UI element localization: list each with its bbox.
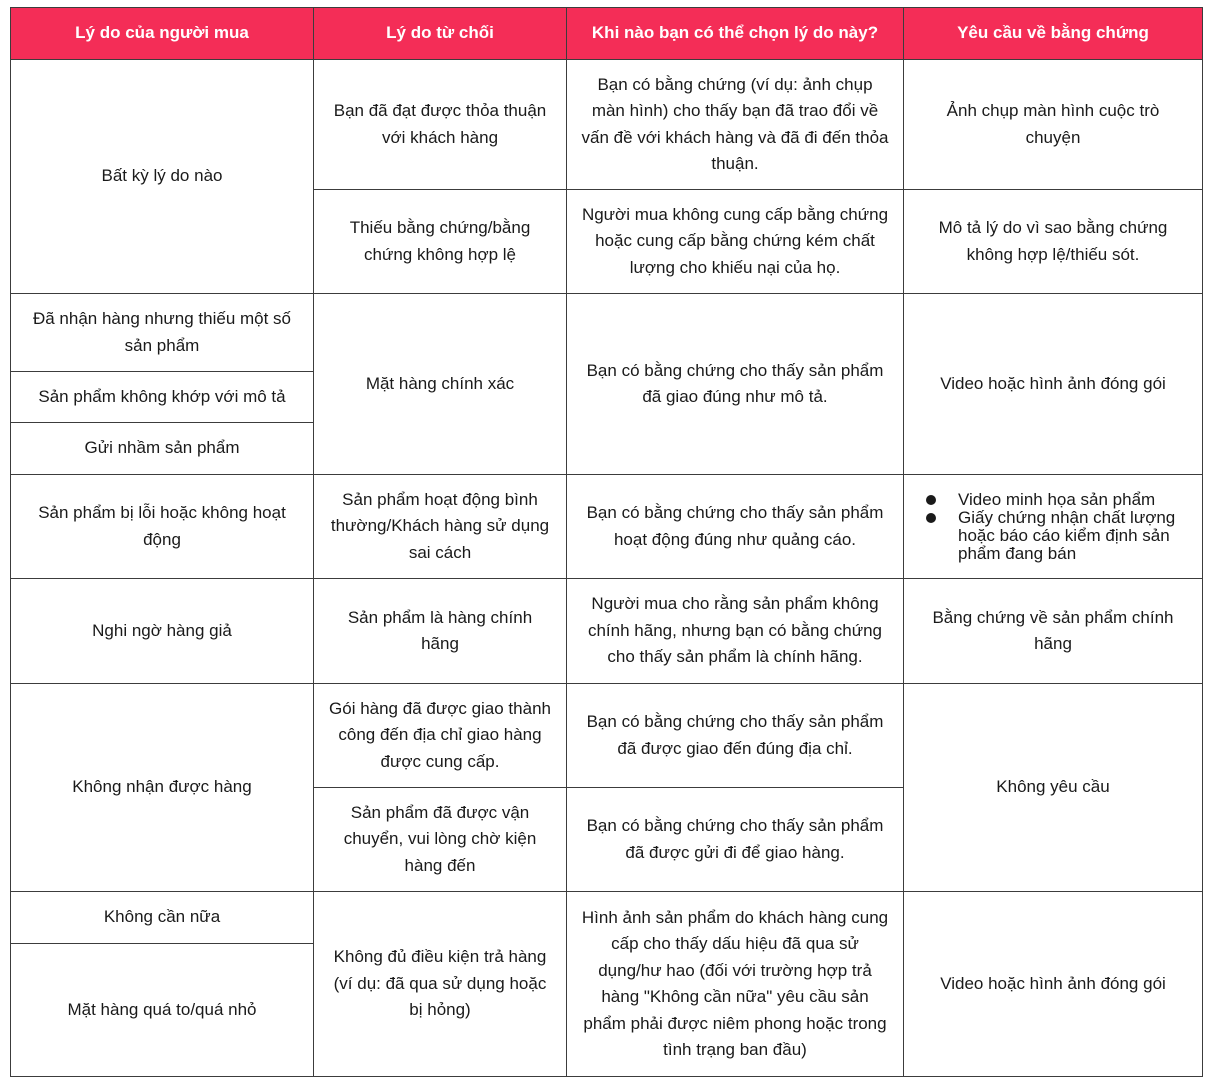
- when-cell: Bạn có bằng chứng (ví dụ: ảnh chụp màn hình) cho thấy bạn đã trao đổi về vấn đề với khách hàng và đã đi đến thỏa thuận.: [567, 60, 904, 190]
- table-row: [11, 892, 1203, 944]
- header-when: Khi nào bạn có thể chọn lý do này?: [567, 8, 904, 60]
- when-cell: Hình ảnh sản phẩm do khách hàng cung cấp cho thấy dấu hiệu đã qua sử dụng/hư hao (đối với trường hợp trả hàng "Không cần nữa" yêu cầu sản phẩm phải được niêm phong hoặc trong tình trạng ban đầu): [567, 892, 904, 1077]
- evidence-cell: Mô tả lý do vì sao bằng chứng không hợp lệ/thiếu sót.: [904, 190, 1203, 294]
- evidence-cell: Không yêu cầu: [904, 684, 1203, 892]
- when-cell: Bạn có bằng chứng cho thấy sản phẩm đã giao đúng như mô tả.: [567, 294, 904, 475]
- evidence-bullet-list: [918, 491, 1192, 563]
- reject-reason-cell: Sản phẩm đã được vận chuyển, vui lòng chờ kiện hàng đến: [314, 788, 567, 892]
- when-cell: Người mua không cung cấp bằng chứng hoặc cung cấp bằng chứng kém chất lượng cho khiếu nại của họ.: [567, 190, 904, 294]
- reject-reason-cell: Sản phẩm là hàng chính hãng: [314, 579, 567, 684]
- header-evidence: Yêu cầu về bằng chứng: [904, 8, 1203, 60]
- buyer-reason-cell: Nghi ngờ hàng giả: [11, 579, 314, 684]
- table-row: [11, 60, 1203, 190]
- reject-reason-cell: Sản phẩm hoạt động bình thường/Khách hàng sử dụng sai cách: [314, 475, 567, 579]
- reject-reason-cell: Mặt hàng chính xác: [314, 294, 567, 475]
- when-cell: Bạn có bằng chứng cho thấy sản phẩm đã được giao đến đúng địa chỉ.: [567, 684, 904, 788]
- evidence-cell: Video hoặc hình ảnh đóng gói: [904, 892, 1203, 1077]
- evidence-bullet-item: Video minh họa sản phẩm: [924, 491, 1192, 509]
- reject-reason-cell: Thiếu bằng chứng/bằng chứng không hợp lệ: [314, 190, 567, 294]
- buyer-reason-cell: Không cần nữa: [11, 892, 314, 944]
- buyer-reason-cell: Đã nhận hàng nhưng thiếu một số sản phẩm: [11, 294, 314, 372]
- refund-rejection-table: [10, 7, 1203, 1077]
- table-row: [11, 579, 1203, 684]
- evidence-cell: Bằng chứng về sản phẩm chính hãng: [904, 579, 1203, 684]
- reject-reason-cell: Gói hàng đã được giao thành công đến địa chỉ giao hàng được cung cấp.: [314, 684, 567, 788]
- buyer-reason-cell: Không nhận được hàng: [11, 684, 314, 892]
- table-row: [11, 475, 1203, 579]
- header-reject-reason: Lý do từ chối: [314, 8, 567, 60]
- evidence-cell: Video hoặc hình ảnh đóng gói: [904, 294, 1203, 475]
- table-header-row: [11, 8, 1203, 60]
- evidence-cell: [904, 475, 1203, 579]
- reject-reason-cell: Không đủ điều kiện trả hàng (ví dụ: đã qua sử dụng hoặc bị hỏng): [314, 892, 567, 1077]
- buyer-reason-cell: Bất kỳ lý do nào: [11, 60, 314, 294]
- buyer-reason-cell: Sản phẩm không khớp với mô tả: [11, 372, 314, 423]
- buyer-reason-cell: Sản phẩm bị lỗi hoặc không hoạt động: [11, 475, 314, 579]
- table-row: [11, 294, 1203, 372]
- evidence-bullet-item: Giấy chứng nhận chất lượng hoặc báo cáo kiểm định sản phẩm đang bán: [924, 509, 1192, 563]
- evidence-cell: Ảnh chụp màn hình cuộc trò chuyện: [904, 60, 1203, 190]
- when-cell: Bạn có bằng chứng cho thấy sản phẩm hoạt động đúng như quảng cáo.: [567, 475, 904, 579]
- when-cell: Bạn có bằng chứng cho thấy sản phẩm đã được gửi đi để giao hàng.: [567, 788, 904, 892]
- header-buyer-reason: Lý do của người mua: [11, 8, 314, 60]
- table-row: [11, 684, 1203, 788]
- buyer-reason-cell: Mặt hàng quá to/quá nhỏ: [11, 944, 314, 1077]
- when-cell: Người mua cho rằng sản phẩm không chính hãng, nhưng bạn có bằng chứng cho thấy sản phẩm là chính hãng.: [567, 579, 904, 684]
- reject-reason-cell: Bạn đã đạt được thỏa thuận với khách hàng: [314, 60, 567, 190]
- buyer-reason-cell: Gửi nhầm sản phẩm: [11, 423, 314, 475]
